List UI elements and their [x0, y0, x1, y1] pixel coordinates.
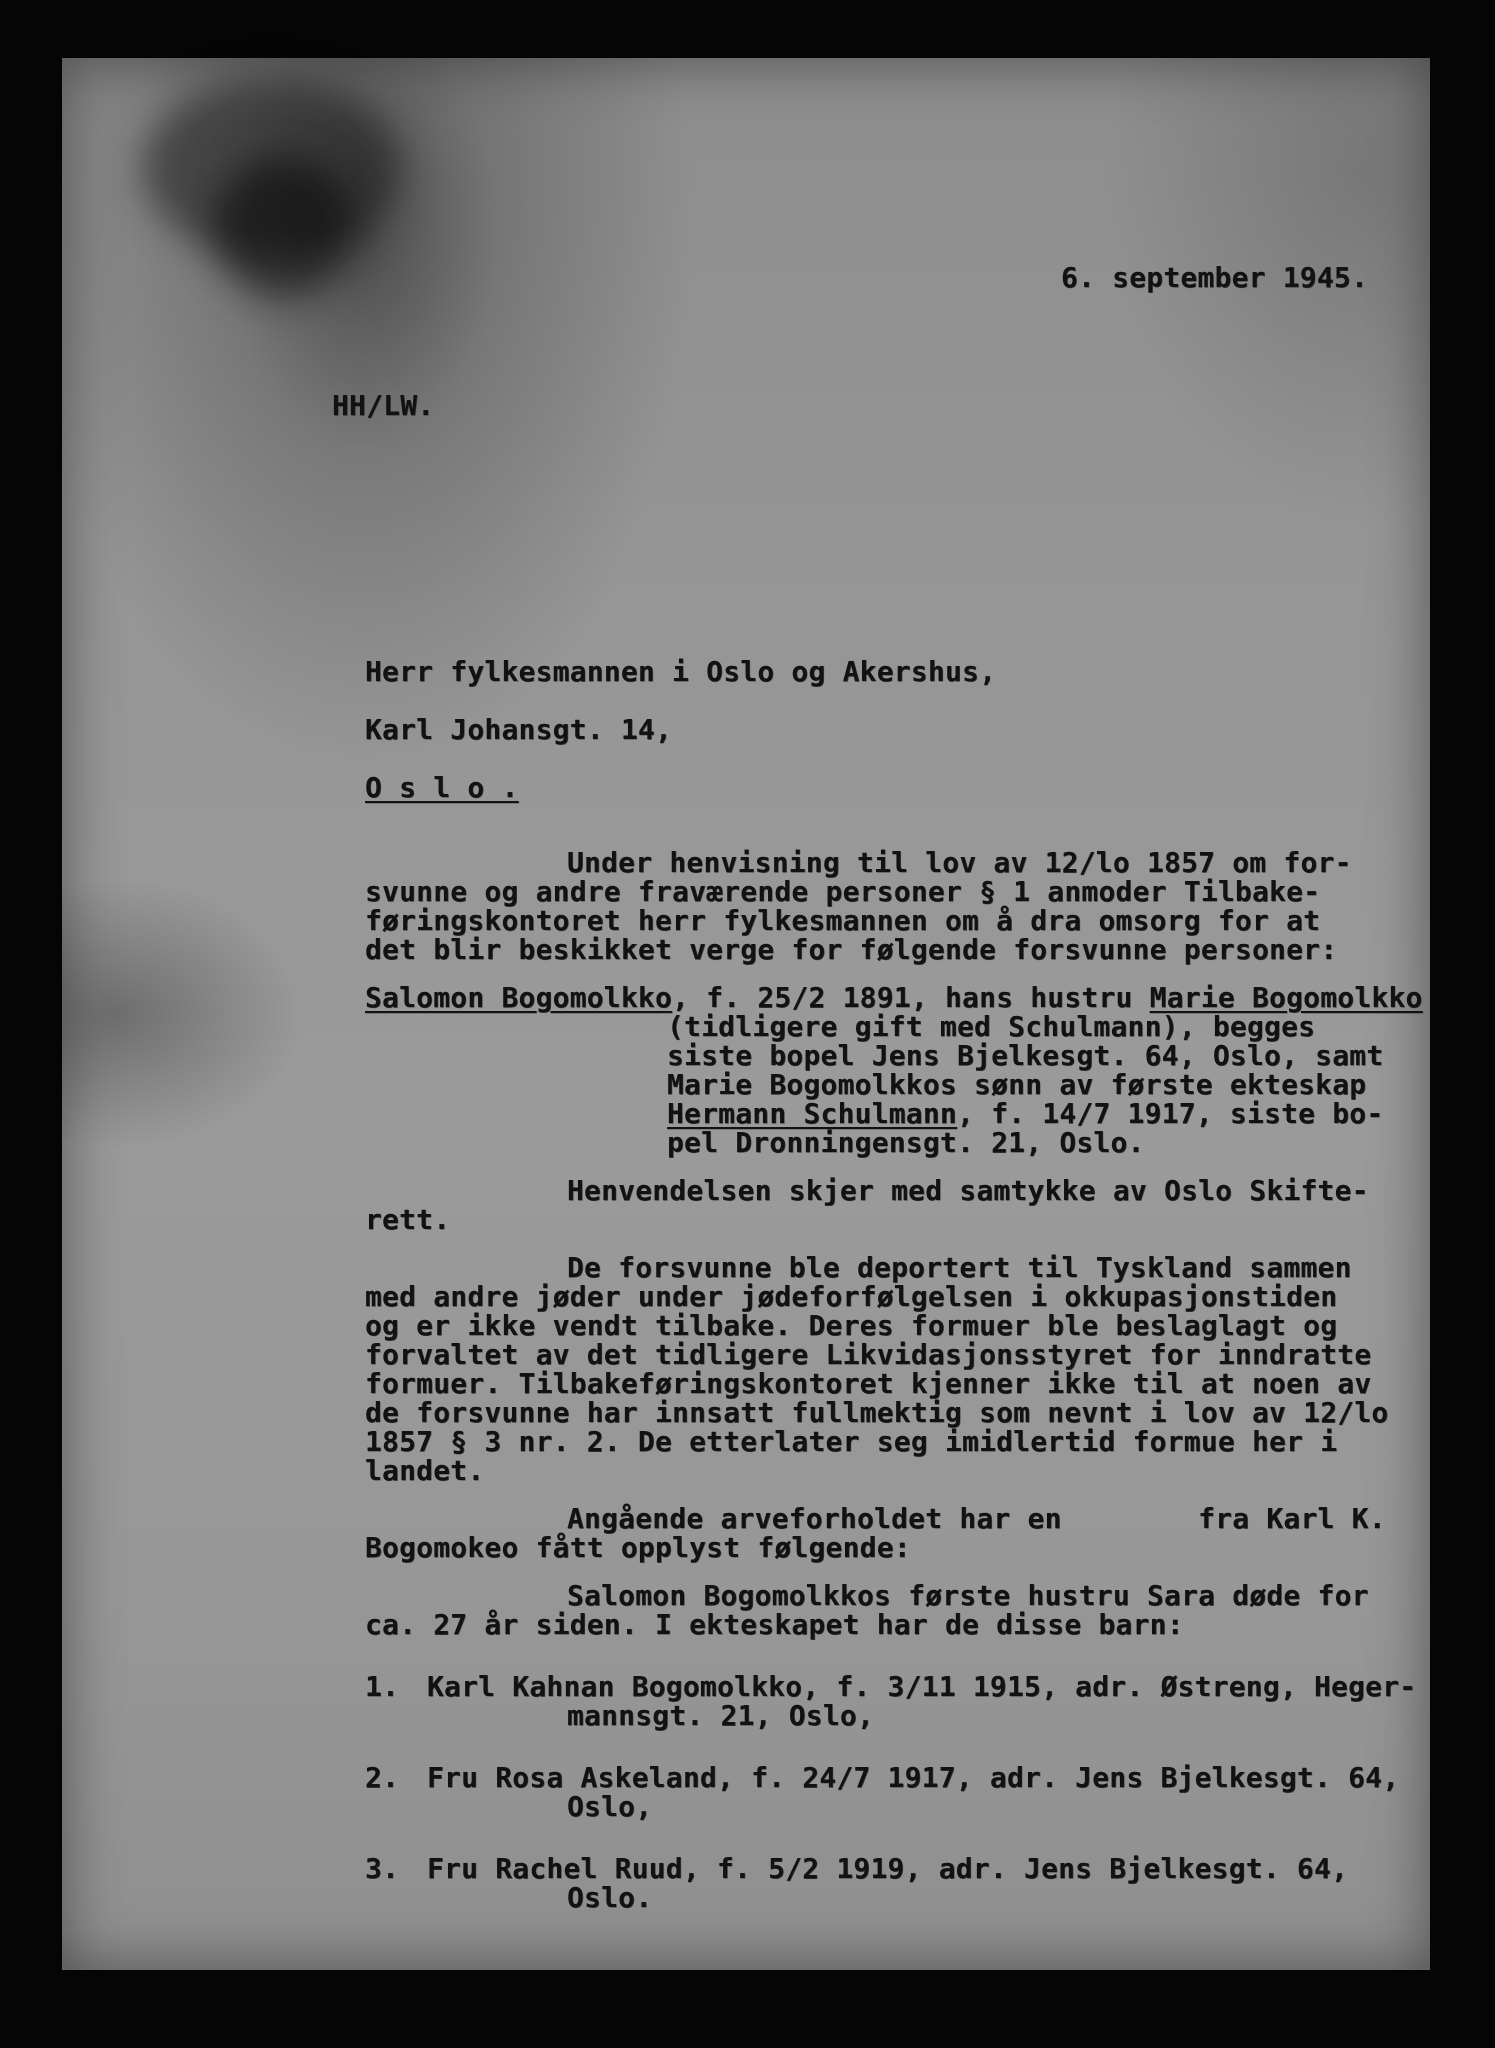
- persons-line: pel Dronningensgt. 21, Oslo.: [667, 1126, 1145, 1159]
- child-line: Fru Rosa Askeland, f. 24/7 1917, adr. Jens Bjelkesgt. 64,: [427, 1761, 1400, 1794]
- persons-line-1: Salomon Bogomolkko, f. 25/2 1891, hans hustru Marie Bogomolkko: [365, 981, 1423, 1014]
- child-line: Oslo,: [567, 1790, 653, 1823]
- address-city: O s l o .: [365, 771, 519, 804]
- address-line-1: Herr fylkesmannen i Oslo og Akershus,: [365, 655, 997, 688]
- ink-smudge: [212, 158, 352, 298]
- para1-line: svunne og andre fraværende personer § 1 anmoder Tilbake-: [365, 875, 1321, 908]
- letter-date: 6. september 1945.: [1061, 261, 1369, 294]
- para1-line: føringskontoret herr fylkesmannen om å dra omsorg for at: [365, 904, 1321, 937]
- para1-line: Under henvisning til lov av 12/lo 1857 om for-: [567, 846, 1352, 879]
- child-line: mannsgt. 21, Oslo,: [567, 1699, 875, 1732]
- para3-line: De forsvunne ble deportert til Tyskland sammen: [567, 1251, 1352, 1284]
- para4-line: Angående arveforholdet har en fra Karl K.: [567, 1502, 1386, 1535]
- person-name-salomon: Salomon Bogomolkko: [365, 981, 673, 1014]
- para3-line: de forsvunne har innsatt fullmektig som nevnt i lov av 12/lo: [365, 1396, 1389, 1429]
- child-number: 2.: [365, 1761, 400, 1794]
- child-number: 1.: [365, 1670, 400, 1703]
- child-line: Fru Rachel Ruud, f. 5/2 1919, adr. Jens Bjelkesgt. 64,: [427, 1852, 1349, 1885]
- persons-line: (tidligere gift med Schulmann), begges: [667, 1010, 1316, 1043]
- reference-code: HH/LW.: [332, 389, 435, 422]
- persons-line: siste bopel Jens Bjelkesgt. 64, Oslo, samt: [667, 1039, 1384, 1072]
- para3-line: og er ikke vendt tilbake. Deres formuer ble beslaglagt og: [365, 1309, 1338, 1342]
- para3-line: 1857 § 3 nr. 2. De etterlater seg imidlertid formue her i: [365, 1425, 1338, 1458]
- para1-line: det blir beskikket verge for følgende forsvunne personer:: [365, 933, 1338, 966]
- document-page: [62, 58, 1430, 1970]
- child-number: 3.: [365, 1852, 400, 1885]
- para3-line: landet.: [365, 1454, 485, 1487]
- para2-line: Henvendelsen skjer med samtykke av Oslo Skifte-: [567, 1174, 1369, 1207]
- child-line: Karl Kahnan Bogomolkko, f. 3/11 1915, adr. Østreng, Heger-: [427, 1670, 1417, 1703]
- person-name-hermann: Hermann Schulmann: [667, 1097, 957, 1130]
- persons-line: Marie Bogomolkkos sønn av første ekteskap: [667, 1068, 1367, 1101]
- person-name-marie: Marie Bogomolkko: [1149, 981, 1423, 1014]
- ink-smudge: [142, 78, 402, 258]
- para4-line: Bogomokeo fått opplyst følgende:: [365, 1531, 911, 1564]
- para3-line: med andre jøder under jødeforfølgelsen i okkupasjonstiden: [365, 1280, 1338, 1313]
- address-line-2: Karl Johansgt. 14,: [365, 713, 673, 746]
- para3-line: formuer. Tilbakeføringskontoret kjenner ikke til at noen av: [365, 1367, 1372, 1400]
- para2-line: rett.: [365, 1203, 451, 1236]
- persons-line-5: Hermann Schulmann, f. 14/7 1917, siste bo-: [667, 1097, 1384, 1130]
- child-line: Oslo.: [567, 1881, 653, 1914]
- para5-line: ca. 27 år siden. I ekteskapet har de disse barn:: [365, 1608, 1184, 1641]
- para5-line: Salomon Bogomolkkos første hustru Sara døde for: [567, 1579, 1369, 1612]
- para3-line: forvaltet av det tidligere Likvidasjonsstyret for inndratte: [365, 1338, 1372, 1371]
